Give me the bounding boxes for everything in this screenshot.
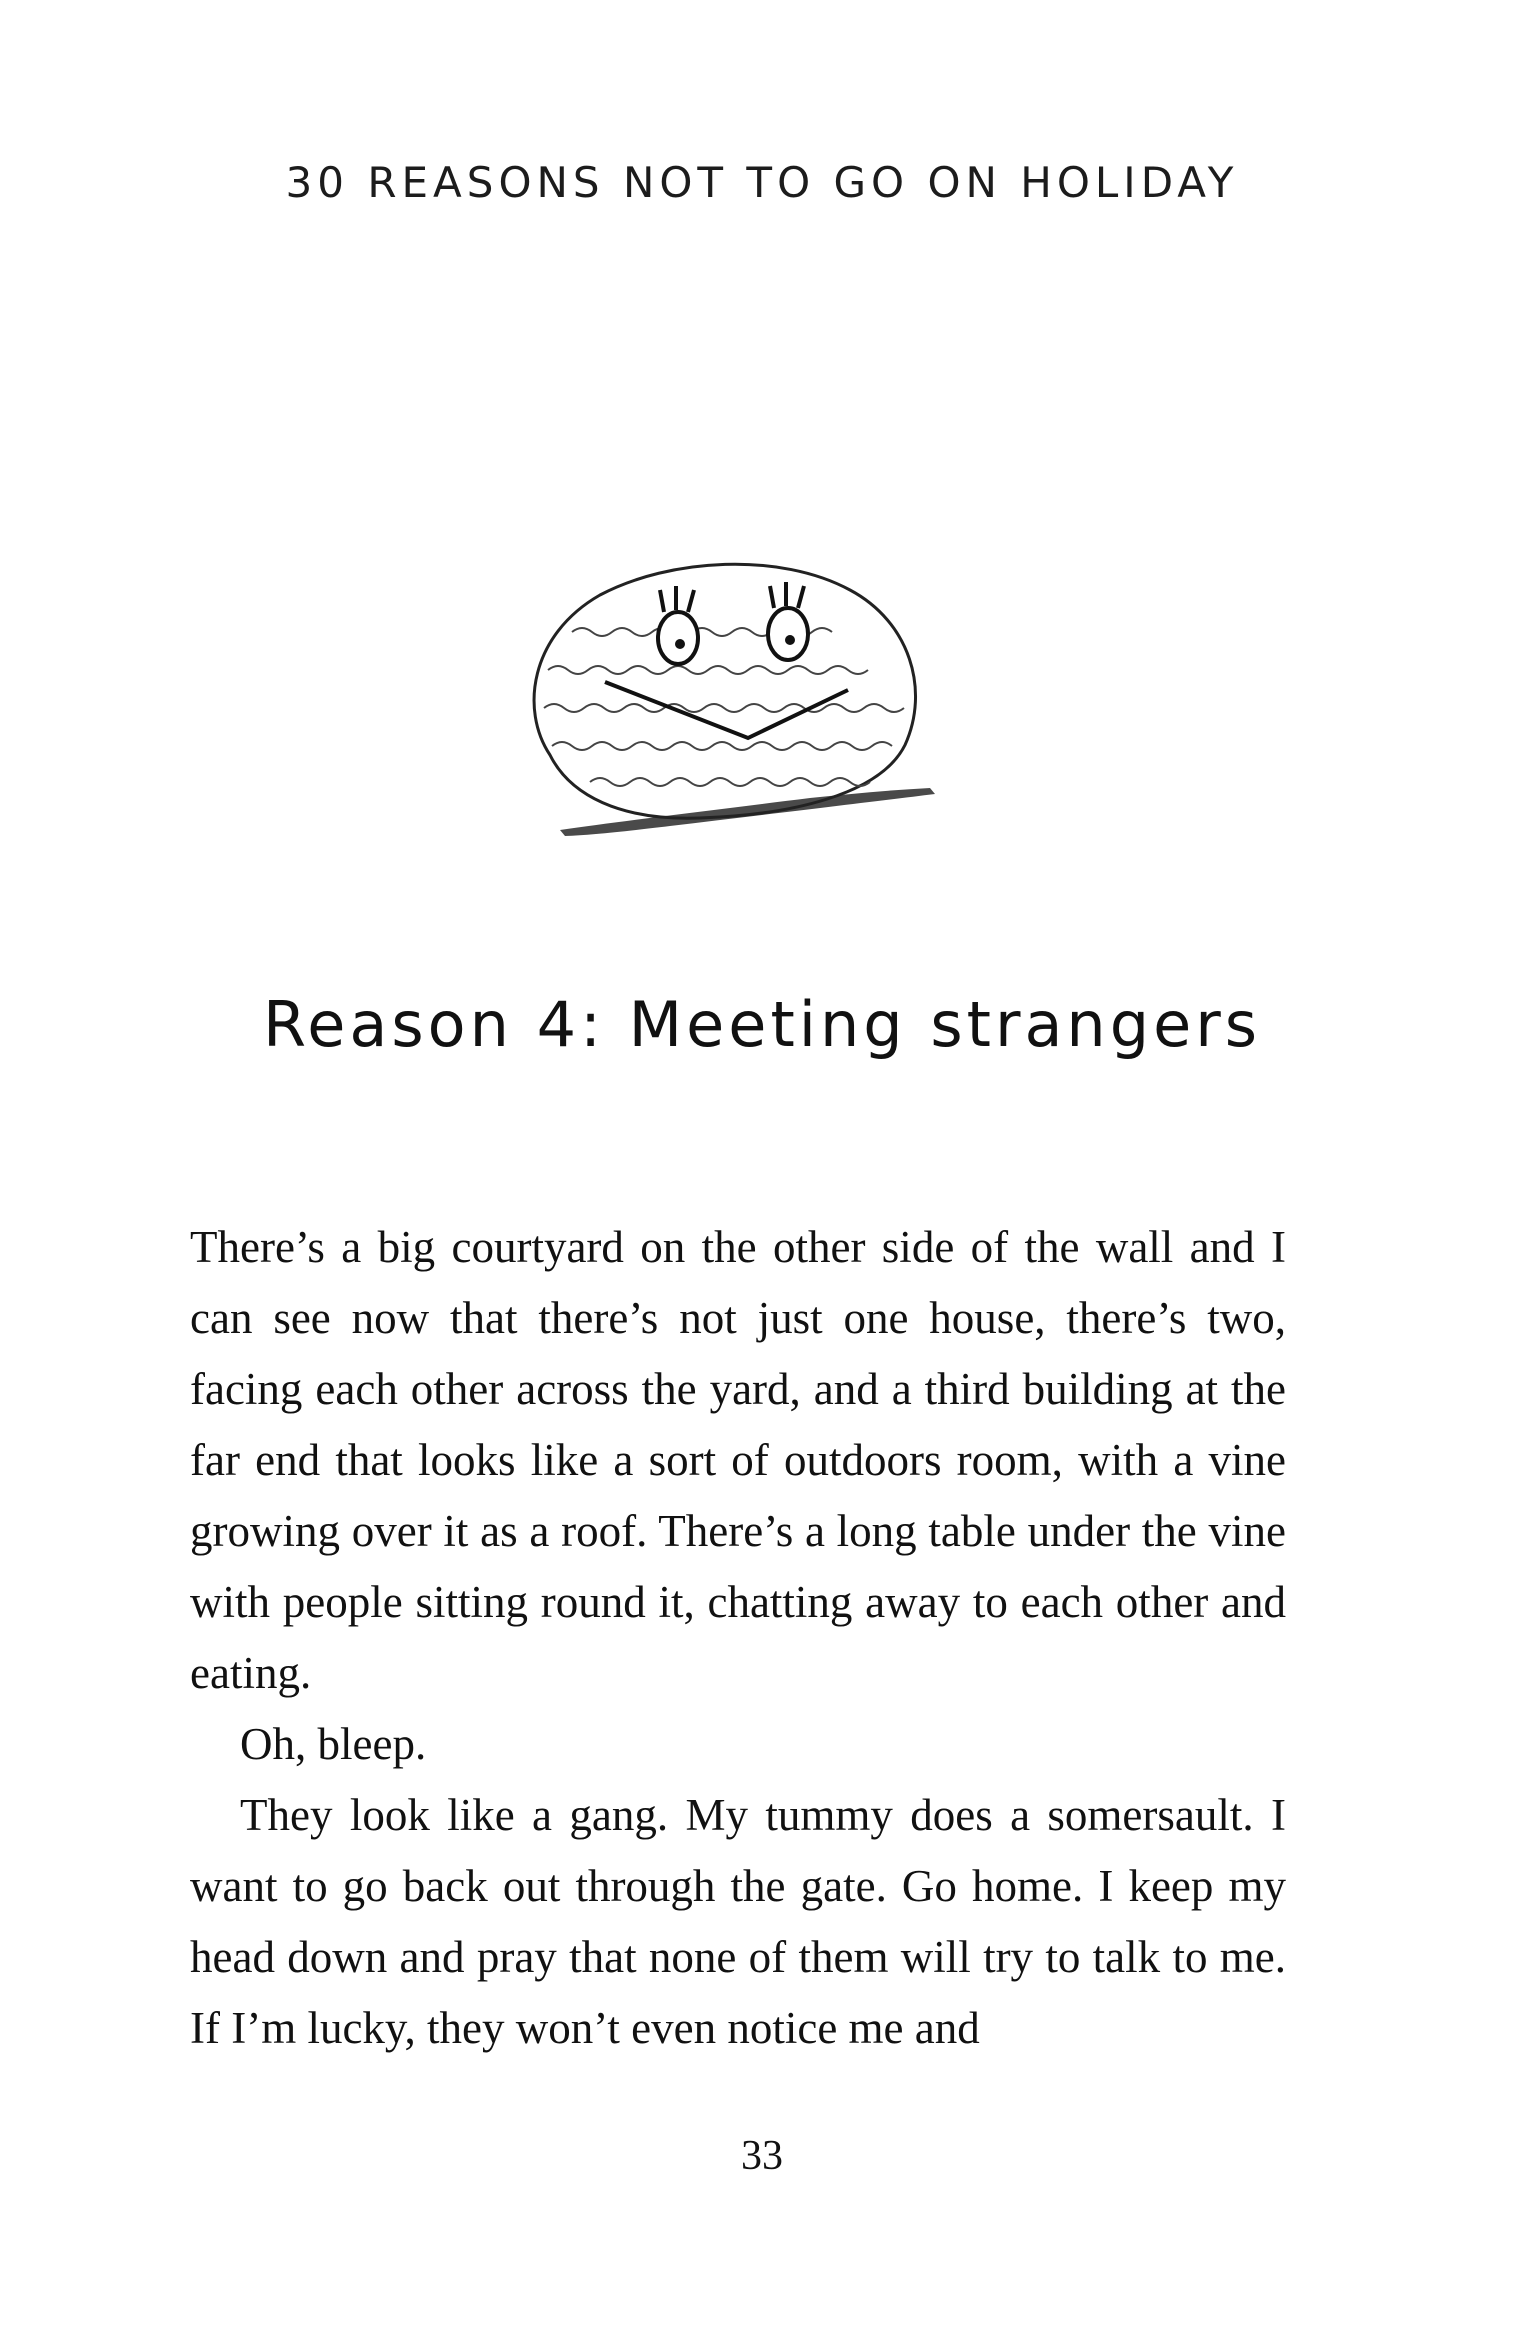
left-eye-icon — [658, 586, 698, 664]
right-eye-icon — [768, 582, 808, 660]
page-number: 33 — [741, 2133, 783, 2179]
paragraph: There’s a big courtyard on the other side of the wall and I can see now that there’s not just one house, there’s two, facing each other across the yard, and a third building at the far end that looks like a sort of outdoors room, with a vine growing over it as a roof. There’s a long table under the vine with people sitting round it, chatting away to each other and eating. — [190, 1222, 1286, 1698]
running-head: 30 REASONS NOT TO GO ON HOLIDAY — [285, 158, 1239, 207]
paragraph: They look like a gang. My tummy does a somersault. I want to go back out through the gate. Go home. I keep my head down and pray that none of them will try to talk to me. If I’m lucky, they won’t even notice me and — [190, 1790, 1286, 2053]
chapter-title: Reason 4: Meeting strangers — [262, 988, 1262, 1061]
paragraph: Oh, bleep. — [240, 1719, 427, 1769]
smiling-bread-loaf-icon — [510, 540, 970, 860]
body-text — [190, 1212, 1286, 2064]
